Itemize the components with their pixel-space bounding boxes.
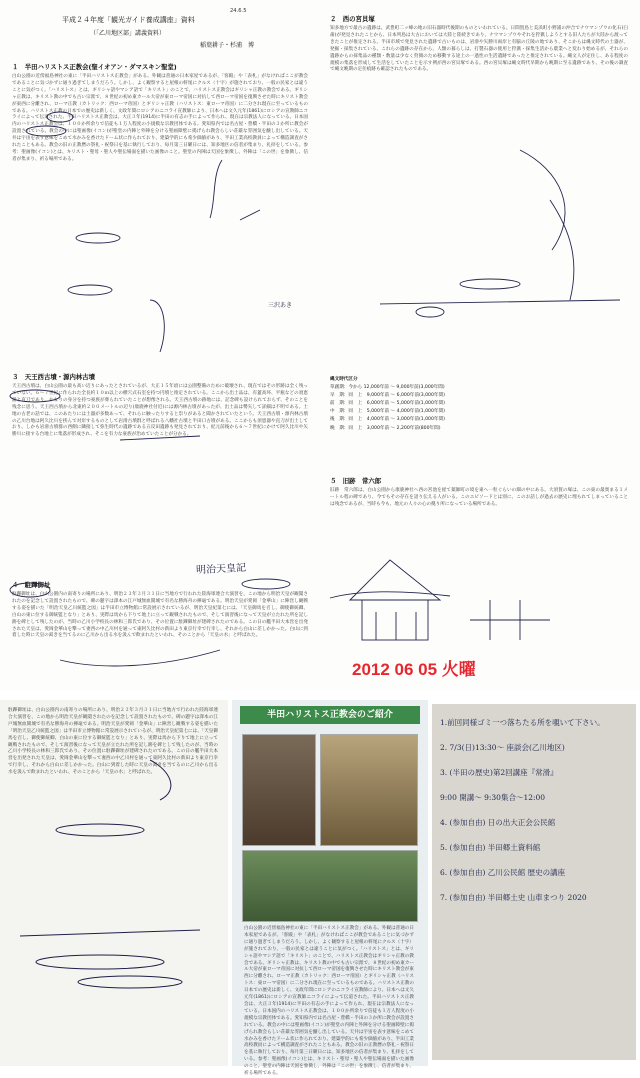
date-stamp: 2012 06 05 火曜 — [352, 660, 476, 679]
memo-line: 1.前回同様ゴミ一つ落ちたる所を覗いて下さい。 — [440, 718, 605, 727]
list-item: 後 期：同 上 4,000年前 〜 3,000年前(1,000年間) — [330, 417, 445, 423]
section-heading: １ 半田ハリストス正教会(聖イオアン・ダマスキン聖堂) — [12, 63, 177, 71]
memo-line: 7. (参加自由) 半田郷土史 山車まつり 2020 — [440, 893, 587, 902]
section-body: 天王西古墳は、白山公園の最も高い辺りにあったとされているが、大正１５年頃には公園整備のために破壊され、現在ではその形跡は全く残っていない。６〜７世紀に作られた全長約１０ｍ以上の横穴式石室を持つ円墳と推定されている。ここから出土品は、有蓋高坏、平瓶などの須恵器と直刀であり、かなりの身分を持つ豪族が葬られていたことが想像される。天王西古墳の跡地には、記念碑も設けられておらず、そのことを残念に思う。天王西古墳から北東約２００メートルの辺り(康鹿神社付近)には源内林古墳があったが、出土品は勢矢して詳細は不明である。土地の古老の話では、このあたりには土器が多数あって、それらに触ったりすると祟りがあると聞かされていたという。天王西古墳・源内林古墳の乙川台地は阿久比川を挟んで対岸するものとして岩滑古墳群と呼ばれる八幡社古墳と半田口古墳がある。ここからも須恵器や直刀が出土しており、しかも岩滑古墳群の西側に隣接して弥生時代の遺跡である五反田遺跡も発見されており、紀元前後から６〜７世紀にかけて阿久比川や矢勝川に接する台地上に集落が形成され、そこを有力な豪族が治めていたことが分かる。 — [12, 384, 308, 438]
section-body: 知多地方で最古の遺跡は、武豊町二ッ峰の地の旧石器時代後期のものといわれている。日間賀島と美浜町小野浦の沖合でナウマンゾウの化石(臼歯)が発見されたことから、日本列島は大古においては大陸と陸続きであり、ナウマンゾウやそれを狩猟しようとする旧人たちが大陸から渡ってきたことが推定される。半田市域で発見された遺跡で古いものは、岩滑や矢勝川両岸と有脇の丘陵の地であり、そこからは縄文時代の土器が、発掘・採集されている。これらの遺跡の存在から、人類の暮らしは、打製石器の使用と狩猟・採集生活から農業へと変わり始めるが、それらの遺跡からの採集品の種類・数量は少なく狩猟のため移動する途上の一過性の生活遺跡であったと推定されている。縄文人が定住し、ある程度の規模の集落を形成して生活をしていたことを示す例が西の宮貝塚である。西の宮貝塚は縄文時代早期から晩期に至る遺跡であり、その後の調査で縄文晩期の定住痕跡も確認されたものである。 — [330, 26, 628, 73]
building-photo — [242, 850, 418, 922]
section-heading: ４ 駐蹕御址 — [12, 581, 51, 589]
list-item: 前 期：同 上 6,000年前 〜 5,000年前(1,000年間) — [330, 401, 445, 407]
handwritten-note: 明治天皇記 — [195, 562, 247, 577]
section-body: 白山公園の近傍福島神社の東に「半田ハリストス正教会」がある。外観は普通の日本家屋であるが、「客殿」や「表札」がなければここが教会であることに気づかずに通り過ぎてしまうだろう。しかし、よく観察すると屋根の軒尾にクルス（十字）が施されており、一般の民家とは違うことに気がつく。「ハリストス」とは、ギリシャ語やマシア語で「キリスト」のことで、ハリストス正教会はギリシャ正教の教会である。ギリシャ正教は、キリスト教の中でも古い宗派で、８世紀の初め東カール大帝が東ローマ帝国に対抗して西ローマ帝国を復興させた時にキリスト教会が東西に分離され、ローマ正教（カトリック：西ローマ帝国）とギリシャ正教（ハリストス：東ローマ帝国）に二分され現在に至っているものである。ハリストス正教の日本での歴史は新しく、文政年間にロシアのニコライ宣教師により、日本へは文久元年(1861)にロシアの宣教師ニコライによって伝道された。半田ハリストス正教会は、大正３年(1914)に半田の有志の手によって作られ、現在は宗教法人になっている。日本国内のハリストス正教会は、１００か所余りで信徒も１万人程度の小規模な宗教団体である。愛知県内では名古屋・豊橋・半田の３か所に教会が設置されている。教会の中には聖画像(イコン)が聖堂の内陣と外陣を分ける聖画障壁に掲げられ教会らしい荘厳な雰囲気を醸し出している。天井は宇宙を表す意味をこめて水かみを香けたドーム状に作られており、建築学的にも希少価値があり、半田工業高校教員によって構造調査がされたこともある。教会の旧の正教暦の祭礼・祝祭日を基に執行しており、毎月第三日曜日には、知多地区の信者が集まり、礼拝をしている。参考：聖画像(イコン)とは、キリスト・聖母・聖人や聖伝場面を描いた画像のこと。聖堂の内陣は天国を象徴し、外陣は「この世」を象徴し、信者が集まり、祈る場所である。 — [12, 74, 308, 162]
document-author: 稲葉耕子・杉浦 博 — [200, 42, 255, 49]
handout-page-left — [0, 0, 320, 690]
section-heading: ５ 旧跡 常六郎 — [330, 477, 382, 485]
list-item: 中 期：同 上 5,000年前 〜 4,000年前(1,000年間) — [330, 409, 445, 415]
notes-body: 駐蹕御址は、白山公園内の南寄りの場所にあり、明治２３年３月３１日に当地方で行われた陸海軍連合大演習を、この地から明治天皇が観閲されたのを記念して設置されたもので、碑の題字は澤本の江戸城無血開城で有名な勝海舟の揮毫である。明治天皇が愛岡「金華山」に陣営し観戦する姿を描いた「明治天皇乙川統監之図」は半田市立博物館に常設展示されているが、明治天皇紀第七には、「天皇御馬を召し、御使御統卿、白山の東に位する御統監となり」とあり、実際は馬から下りて地上に立って観戦されたもので、そして演習後になって天皇が立たれた所を記し跡を碑として残したのが、当時の乙川小学校長の林和三郎氏であり、その位置に駐蹕御址が建碑されたのである。この日の艦半田大本営を出発された天皇は、愛岡金華山を撃って妻西の中乙川村を通って東阿久比村の新田より東京行幸で行幸し、それから白山に差しかかった。白山に到着した時に天皇の渇きを当てるのに乙川から出る水を汲んで飲まれたといわれ、そのことから「天皇の水」と呼ばれた。 — [8, 708, 218, 776]
list-item: 早 期：同 上 9,000年前 〜 6,000年前(3,000年間) — [330, 393, 445, 399]
section-heading: ３ 天王西古墳・源内林古墳 — [12, 373, 96, 381]
memo-line: 6. (参加自由) 乙川公民館 歴史の講座 — [440, 868, 566, 877]
list-title: 縄文時代区分 — [330, 377, 358, 382]
jomon-period-list — [330, 376, 450, 433]
list-item: 晩 期：同 上 3,000年前 〜 2,200年前(800年間) — [330, 425, 441, 431]
handwritten-margin-note: 三沢あき — [268, 302, 293, 309]
pamphlet-title: 半田ハリストス正教会のご紹介 — [240, 706, 420, 724]
document-date: 24.6.5 — [230, 8, 247, 14]
memo-line: 4. (参加自由) 日の出大正会公民館 — [440, 818, 556, 827]
icon-photo — [320, 734, 418, 846]
handwritten-memo — [432, 704, 636, 1060]
notes-page — [0, 700, 228, 1066]
pamphlet-text: 白山公園の近傍福島神社の東に「半田ハリストス正教会」がある。外観は普通の日本家屋であるが、「客殿」や「表札」がなければここが教会であることに気づかずに通り過ぎてしまうだろう。しかし、よく観察すると屋根の軒尾にクルス（十字）が施されており、一般の民家とは違うことに気がつく。「ハリストス」とは、ギリシャ語やマシア語で「キリスト」のことで、ハリストス正教会はギリシャ正教の教会である。ギリシャ正教は、キリスト教の中でも古い宗派で、８世紀の初め東カール大帝が東ローマ帝国に対抗して西ローマ帝国を復興させた時にキリスト教会が東西に分離され、ローマ正教（カトリック：西ローマ帝国）とギリシャ正教（ハリストス：東ローマ帝国）に二分され現在に至っているものである。ハリストス正教の日本での歴史は新しく、文政年間にロシアのニコライ宣教師により、日本へは文久元年(1861)にロシアの宣教師ニコライによって伝道された。半田ハリストス正教会は、大正３年(1914)に半田の有志の手によって作られ、現在は宗教法人になっている。日本国内のハリストス正教会は、１００か所余りで信徒も１万人程度の小規模な宗教団体である。愛知県内では名古屋・豊橋・半田の３か所に教会が設置されている。教会の中には聖画像(イコン)が聖堂の内陣と外陣を分ける聖画障壁に掲げられ教会らしい荘厳な雰囲気を醸し出している。天井は宇宙を表す意味をこめて水かみを香けたドーム状に作られており、建築学的にも希少価値があり、半田工業高校教員によって構造調査がされたこともある。教会の旧の正教暦の祭礼・祝祭日を基に執行しており、毎月第三日曜日には、知多地区の信者が集まり、礼拝をしている。参考：聖画像(イコン)とは、キリスト・聖母・聖人や聖伝場面を描いた画像のこと。聖堂の内陣は天国を象徴し、外陣は「この世」を象徴し、信者が集まり、祈る場所である。 — [244, 926, 414, 1077]
memo-line: 5. (参加自由) 半田郷土資料館 — [440, 843, 541, 852]
pamphlet — [232, 700, 428, 1077]
section-heading: ２ 西の宮貝塚 — [330, 15, 375, 23]
memo-line: 3. (半田の歴史)第2回講座『常滑』 — [440, 768, 558, 777]
pen-annotations — [320, 0, 640, 690]
section-body: 駐蹕御址は、白山公園内の南寄りの場所にあり、明治２３年３月３１日に当地方で行われた陸海軍連合大演習を、この地から明治天皇が観閲されたのを記念して設置されたもので、碑の題字は澤本の江戸城無血開城で有名な勝海舟の揮毫である。明治天皇が愛岡「金華山」に陣営し観戦する姿を描いた「明治天皇乙川統監之図」は半田市立博物館に常設展示されているが、明治天皇紀第七には、「天皇御馬を召し、御使御統卿、白山の東に位する御統監となり」とあり、実際は馬から下りて地上に立って観戦されたもので、そして演習後になって天皇が立たれた所を記し跡を碑として残したのが、当時の乙川小学校長の林和三郎氏であり、その位置に駐蹕御址が建碑されたのである。この日の艦半田大本営を出発された天皇は、愛岡金華山を撃って妻西の中乙川村を通って東阿久比村の新田より東京行幸で行幸し、それから白山に差しかかった。白山に到着した時に天皇の渇きを当てるのに乙川から出る水を汲んで飲まれたといわれ、そのことから「天皇の水」と呼ばれた。 — [12, 592, 308, 639]
memo-line: 9:00 開講〜 9:30集合〜12:00 — [440, 793, 546, 802]
pen-annotations — [0, 700, 228, 1066]
section-body: 旧跡 常六郎は、白山公園から康鹿神社へ西の宮池を経て薬師町の境を東へ一粒ぐらいの畑の中にある。大須賀の塚は、この東の最奥まる１メートル程の碑であり、今でもその存在を語り伝える人がいる。このエピソードとは別に、このお話しが過去の歴史に埋もれてしまっていることは残念であるが、当時も今も、地元の人々の心の拠り所になっている場所である。 — [330, 488, 628, 507]
memo-lines — [440, 710, 630, 910]
list-item: 草創期：今から 12,000年前 〜 9,000年前(3,000年間) — [330, 385, 445, 391]
church-photo — [242, 734, 316, 846]
memo-line: 2. 7/3(日)13:30〜 座談会(乙川地区) — [440, 743, 565, 752]
pen-annotations — [0, 0, 320, 690]
document-title: 平成２４年度「観光ガイド養成講座」資料 — [62, 16, 195, 24]
document-subtitle: （「乙川地区部」講義資料） — [90, 30, 166, 37]
